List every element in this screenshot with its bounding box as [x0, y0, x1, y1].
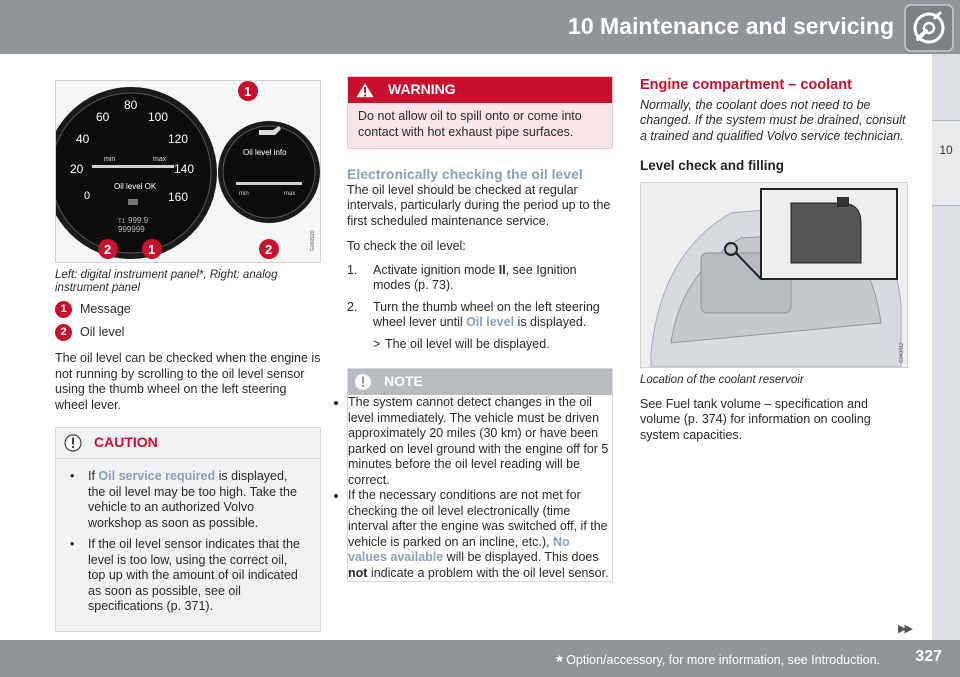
subsection-heading: Level check and filling: [640, 158, 785, 173]
chapter-tab[interactable]: [932, 120, 960, 206]
callout-number: 2: [55, 324, 72, 341]
body-paragraph: See Fuel tank volume – specification and volume (p. 374) for information on cooling system capacities.: [640, 396, 871, 442]
fuel-indicator-icon: [128, 199, 138, 205]
scale-label-120: 120: [168, 132, 189, 146]
body-paragraph: The oil level should be checked at regular intervals, particularly during the period up to the first scheduled maintenance service.: [347, 182, 611, 228]
footer-note-text: Option/accessory, for more information, see Introduction.: [566, 653, 880, 667]
caution-bullet: • If the oil level sensor indicates that the level is too low, using the correct oil, top up with the amount of oil indicated as soon as possible, see oil specifications (p. 371).: [68, 537, 308, 615]
message-oil-service-required: Oil service required: [98, 469, 216, 483]
scale-label-40: 40: [76, 132, 90, 146]
scale-label-60: 60: [96, 110, 110, 124]
odometer-value: 999999: [118, 225, 145, 234]
column-middle: [347, 76, 613, 582]
caution-bullet: • If Oil service required is displayed, the oil level may be too high. Take the vehicle to an authorized Volvo workshop as soon as possible.: [68, 469, 308, 531]
warning-box: [347, 76, 613, 149]
note-bullet: • The system cannot detect changes in the oil level immediately. The vehicle must be driven approximately 20 miles (30 km) or have been parked on level ground with the engine off for 5 minutes before the oil level reading will be correct.: [348, 395, 612, 488]
section-heading: Engine compartment – coolant: [640, 77, 852, 93]
trip-value: 999.9: [128, 216, 149, 225]
oil-level-info-label: Oil level info: [243, 148, 287, 157]
scale-label-0: 0: [84, 190, 91, 202]
caution-icon: [64, 434, 82, 452]
engine-compartment-illustration: [641, 183, 907, 367]
double-chevron-right-icon[interactable]: ▶▶: [898, 623, 911, 635]
analog-oil-scale-bar: [236, 182, 302, 185]
svg-text:1: 1: [244, 84, 252, 99]
note-header: [348, 369, 612, 395]
intro-paragraph: Normally, the coolant does not need to be changed. If the system must be drained, consult a trained and qualified Volvo service technician.: [640, 97, 906, 143]
instrument-panel-illustration: [56, 81, 320, 262]
warning-triangle-icon: [354, 81, 376, 99]
figure-caption: Left: digital instrument panel*, Right: analog instrument panel: [55, 269, 278, 294]
callout-number: 1: [55, 301, 72, 318]
body-paragraph: The oil level can be checked when the engine is not running by scrolling to the oil level sensor using the thumb wheel on the left steering wheel lever.: [55, 351, 321, 412]
callout-label: Message: [80, 301, 131, 316]
page-number: 327: [915, 648, 942, 665]
chapter-tab-label: 10: [939, 143, 953, 157]
scale-label-80: 80: [124, 98, 138, 112]
callout-list-item: [55, 301, 321, 318]
step-item: 2. Turn the thumb wheel on the left steering wheel lever until Oil level is displayed.: [347, 299, 600, 329]
analog-min-label: min: [239, 191, 249, 197]
caution-label: CAUTION: [94, 434, 158, 451]
svg-text:1: 1: [148, 242, 156, 257]
callout-label: Oil level: [80, 324, 125, 339]
trip-label: T1: [118, 219, 126, 225]
step-list: [347, 263, 613, 331]
svg-text:2: 2: [265, 242, 273, 257]
svg-text:2: 2: [104, 242, 112, 257]
column-left: [55, 80, 321, 632]
note-label: NOTE: [384, 373, 423, 390]
note-box: [347, 368, 613, 582]
image-code: G000920: [310, 230, 316, 251]
step-item: 1. Activate ignition mode II, see Ignition modes (p. 73).: [347, 262, 577, 292]
body-paragraph: To check the oil level:: [347, 239, 466, 253]
caution-box: [55, 427, 321, 632]
gauge-min-label: min: [104, 156, 116, 163]
callout-list-item: [55, 324, 321, 341]
note-icon: [354, 373, 372, 391]
section-heading: Electronically checking the oil level: [347, 166, 583, 182]
wrench-gear-icon: [904, 4, 954, 52]
column-right: [640, 76, 908, 443]
oil-level-status: Oil level OK: [114, 182, 157, 191]
image-code: G043412: [899, 341, 905, 363]
message-no-values-available: No values available: [348, 534, 570, 564]
chapter-title: 10 Maintenance and servicing: [568, 13, 894, 39]
figure-caption: Location of the coolant reservoir: [640, 373, 804, 386]
warning-text: Do not allow oil to spill onto or come into contact with hot exhaust pipe surfaces.: [358, 109, 582, 139]
scale-label-20: 20: [70, 162, 84, 176]
analog-max-label: max: [284, 191, 296, 197]
message-oil-level: Oil level: [466, 315, 515, 329]
scale-label-140: 140: [174, 162, 195, 176]
scale-label-160: 160: [168, 190, 189, 204]
oil-level-scale-bar: [92, 165, 174, 168]
warning-label: WARNING: [388, 81, 456, 98]
note-bullet: • If the necessary conditions are not met for checking the oil level electronically (time interval after the engine was switched off, if the vehicle is parked on an incline, etc.), No values available will be displayed. This does not indicate a problem with the oil level sensor.: [348, 488, 612, 581]
footer-note: [556, 652, 880, 672]
coolant-reservoir-figure: [640, 182, 908, 368]
caution-header: [56, 428, 320, 459]
asterisk: *: [556, 652, 563, 671]
scale-label-100: 100: [148, 110, 169, 124]
instrument-panel-figure: [55, 80, 321, 263]
warning-header: [348, 77, 612, 103]
step-result: > The oil level will be displayed.: [373, 336, 550, 351]
gauge-max-label: max: [153, 156, 167, 163]
